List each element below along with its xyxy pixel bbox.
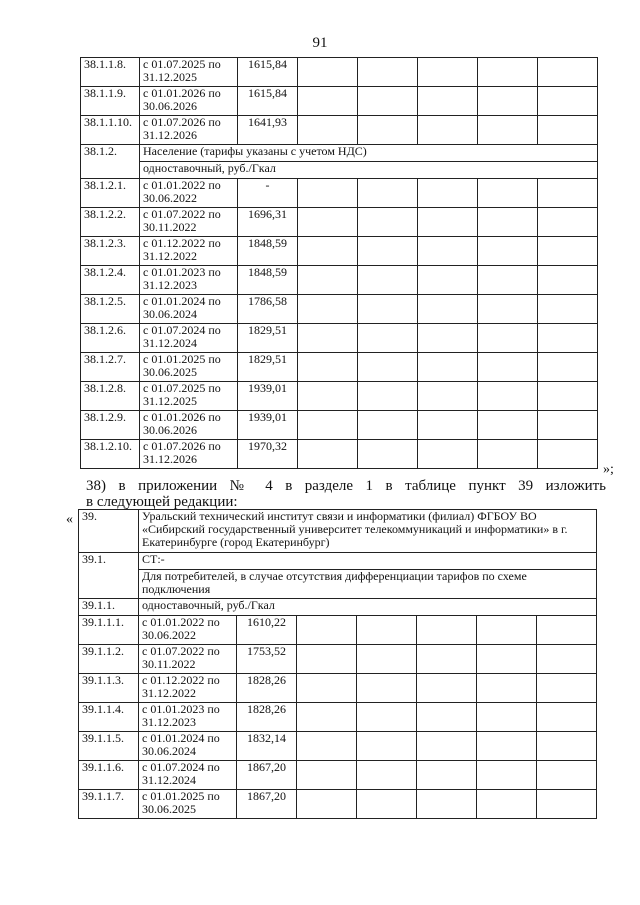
empty-cell [358,440,418,469]
empty-cell [358,324,418,353]
header-code: 39. [79,510,139,553]
group-subtitle: Для потребителей, в случае отсутствия дифференциации тарифов по схеме подключения [139,570,597,599]
row-period: с 01.01.2023 по 31.12.2023 [139,703,237,732]
empty-cell [417,674,477,703]
empty-cell [297,645,357,674]
row-period: с 01.07.2024 по 31.12.2024 [140,324,238,353]
table-row [81,58,598,87]
empty-cell [298,179,358,208]
row-period: с 01.07.2024 по 31.12.2024 [139,761,237,790]
empty-cell [418,87,478,116]
table-group-subrow [79,570,597,599]
empty-cell [358,266,418,295]
empty-cell [358,87,418,116]
empty-cell [298,440,358,469]
empty-cell [478,411,538,440]
table-row [81,440,598,469]
group-code: 38.1.2. [81,145,140,179]
empty-cell [478,382,538,411]
empty-cell [357,732,417,761]
group-title: Население (тарифы указаны с учетом НДС) [140,145,598,162]
row-code: 38.1.2.1. [81,179,140,208]
empty-cell [418,353,478,382]
empty-cell [358,58,418,87]
empty-cell [538,208,598,237]
row-price: 1696,31 [238,208,298,237]
table-row [81,266,598,295]
table-header-row [79,510,597,553]
row-price: 1610,22 [237,616,297,645]
group-title: СТ:- [139,553,597,570]
empty-cell [297,761,357,790]
empty-cell [418,440,478,469]
empty-cell [357,674,417,703]
empty-cell [477,616,537,645]
empty-cell [538,353,598,382]
opening-quote-mark: « [66,512,73,527]
empty-cell [298,87,358,116]
empty-cell [477,732,537,761]
empty-cell [477,645,537,674]
empty-cell [418,295,478,324]
empty-cell [418,237,478,266]
table-row [79,703,597,732]
amendment-paragraph-line2: в следующей редакции: [86,494,238,510]
table-row [81,237,598,266]
row-price: 1828,26 [237,674,297,703]
empty-cell [538,295,598,324]
table-row [81,382,598,411]
row-code: 38.1.2.6. [81,324,140,353]
row-price: 1867,20 [237,761,297,790]
empty-cell [357,790,417,819]
empty-cell [297,790,357,819]
empty-cell [538,382,598,411]
row-code: 38.1.1.8. [81,58,140,87]
empty-cell [477,761,537,790]
empty-cell [538,324,598,353]
row-price: 1615,84 [238,87,298,116]
empty-cell [478,58,538,87]
empty-cell [298,58,358,87]
empty-cell [358,237,418,266]
closing-quote-mark: »; [603,462,614,477]
row-price: 1939,01 [238,382,298,411]
empty-cell [538,440,598,469]
empty-cell [537,703,597,732]
row-price: 1939,01 [238,411,298,440]
empty-cell [538,58,598,87]
empty-cell [418,266,478,295]
empty-cell [357,761,417,790]
empty-cell [537,761,597,790]
empty-cell [418,324,478,353]
row-period: с 01.12.2022 по 31.12.2022 [139,674,237,703]
table-row [79,645,597,674]
table-row [81,324,598,353]
row-code: 38.1.2.4. [81,266,140,295]
table-row [79,790,597,819]
row-code: 38.1.2.3. [81,237,140,266]
row-code: 38.1.2.7. [81,353,140,382]
row-period: с 01.01.2024 по 30.06.2024 [139,732,237,761]
empty-cell [358,116,418,145]
empty-cell [418,116,478,145]
empty-cell [537,674,597,703]
empty-cell [297,703,357,732]
empty-cell [298,382,358,411]
empty-cell [358,295,418,324]
row-period: с 01.07.2025 по 31.12.2025 [140,58,238,87]
row-price: - [238,179,298,208]
empty-cell [358,411,418,440]
table-row [81,116,598,145]
row-period: с 01.12.2022 по 31.12.2022 [140,237,238,266]
empty-cell [417,616,477,645]
empty-cell [298,116,358,145]
row-code: 39.1.1.1. [79,616,139,645]
empty-cell [537,732,597,761]
row-period: с 01.07.2026 по 31.12.2026 [140,440,238,469]
empty-cell [417,790,477,819]
empty-cell [537,790,597,819]
empty-cell [297,732,357,761]
row-period: с 01.07.2022 по 30.11.2022 [139,645,237,674]
row-price: 1829,51 [238,353,298,382]
row-price: 1828,26 [237,703,297,732]
row-code: 39.1.1.7. [79,790,139,819]
empty-cell [358,179,418,208]
table-row [81,179,598,208]
empty-cell [538,179,598,208]
row-code: 39.1.1.5. [79,732,139,761]
empty-cell [357,645,417,674]
table-row [81,411,598,440]
row-code: 39.1.1.2. [79,645,139,674]
amendment-paragraph-line1: 38) в приложении № 4 в разделе 1 в таблице пункт 39 изложить [86,478,606,494]
single-text: одноставочный, руб./Гкал [139,599,597,616]
empty-cell [418,411,478,440]
empty-cell [478,440,538,469]
empty-cell [477,790,537,819]
table-row [81,295,598,324]
empty-cell [478,353,538,382]
empty-cell [357,703,417,732]
empty-cell [478,179,538,208]
row-price: 1641,93 [238,116,298,145]
empty-cell [478,237,538,266]
table-row [81,87,598,116]
row-price: 1832,14 [237,732,297,761]
empty-cell [418,208,478,237]
empty-cell [417,761,477,790]
empty-cell [538,87,598,116]
row-code: 38.1.2.8. [81,382,140,411]
row-price: 1848,59 [238,237,298,266]
row-code: 39.1.1.4. [79,703,139,732]
row-period: с 01.01.2023 по 31.12.2023 [140,266,238,295]
empty-cell [298,295,358,324]
tariff-table-39 [78,509,597,819]
row-price: 1753,52 [237,645,297,674]
page-number: 91 [312,35,328,51]
table-row [79,674,597,703]
empty-cell [478,116,538,145]
empty-cell [537,616,597,645]
empty-cell [298,208,358,237]
empty-cell [477,674,537,703]
row-price: 1848,59 [238,266,298,295]
row-code: 39.1.1.3. [79,674,139,703]
row-code: 38.1.2.9. [81,411,140,440]
empty-cell [298,266,358,295]
header-organization: Уральский технический институт связи и информатики (филиал) ФГБОУ ВО «Сибирский государственный университет телекоммуникаций и информатики» в г. Екатеринбурге (город Екатеринбург) [139,510,597,553]
empty-cell [478,266,538,295]
row-period: с 01.07.2025 по 31.12.2025 [140,382,238,411]
empty-cell [297,674,357,703]
row-price: 1829,51 [238,324,298,353]
row-period: с 01.07.2026 по 31.12.2026 [140,116,238,145]
empty-cell [478,87,538,116]
empty-cell [298,353,358,382]
row-code: 38.1.2.10. [81,440,140,469]
row-price: 1786,58 [238,295,298,324]
empty-cell [298,411,358,440]
row-period: с 01.07.2022 по 30.11.2022 [140,208,238,237]
group-subtitle: одноставочный, руб./Гкал [140,162,598,179]
table-row [79,732,597,761]
table-row [81,208,598,237]
table-group-row [81,145,598,162]
empty-cell [298,324,358,353]
row-code: 38.1.2.2. [81,208,140,237]
empty-cell [418,58,478,87]
row-period: с 01.01.2025 по 30.06.2025 [140,353,238,382]
row-code: 38.1.1.10. [81,116,140,145]
group-code: 39.1. [79,553,139,599]
empty-cell [537,645,597,674]
table-row [79,616,597,645]
empty-cell [478,324,538,353]
row-period: с 01.01.2022 по 30.06.2022 [139,616,237,645]
empty-cell [417,645,477,674]
row-code: 38.1.2.5. [81,295,140,324]
empty-cell [417,732,477,761]
empty-cell [477,703,537,732]
table-row [79,761,597,790]
tariff-table-38 [80,57,598,469]
row-period: с 01.01.2022 по 30.06.2022 [140,179,238,208]
table-single-row [79,599,597,616]
empty-cell [358,353,418,382]
empty-cell [538,411,598,440]
row-price: 1970,32 [238,440,298,469]
table-group-row [79,553,597,570]
table-row [81,353,598,382]
row-code: 39.1.1.6. [79,761,139,790]
single-code: 39.1.1. [79,599,139,616]
row-period: с 01.01.2024 по 30.06.2024 [140,295,238,324]
table-group-subrow [81,162,598,179]
row-code: 38.1.1.9. [81,87,140,116]
empty-cell [478,208,538,237]
row-price: 1615,84 [238,58,298,87]
empty-cell [417,703,477,732]
empty-cell [298,237,358,266]
row-price: 1867,20 [237,790,297,819]
empty-cell [358,208,418,237]
empty-cell [538,266,598,295]
empty-cell [297,616,357,645]
empty-cell [418,179,478,208]
row-period: с 01.01.2025 по 30.06.2025 [139,790,237,819]
row-period: с 01.01.2026 по 30.06.2026 [140,87,238,116]
empty-cell [538,116,598,145]
empty-cell [538,237,598,266]
empty-cell [358,382,418,411]
empty-cell [357,616,417,645]
empty-cell [478,295,538,324]
row-period: с 01.01.2026 по 30.06.2026 [140,411,238,440]
empty-cell [418,382,478,411]
